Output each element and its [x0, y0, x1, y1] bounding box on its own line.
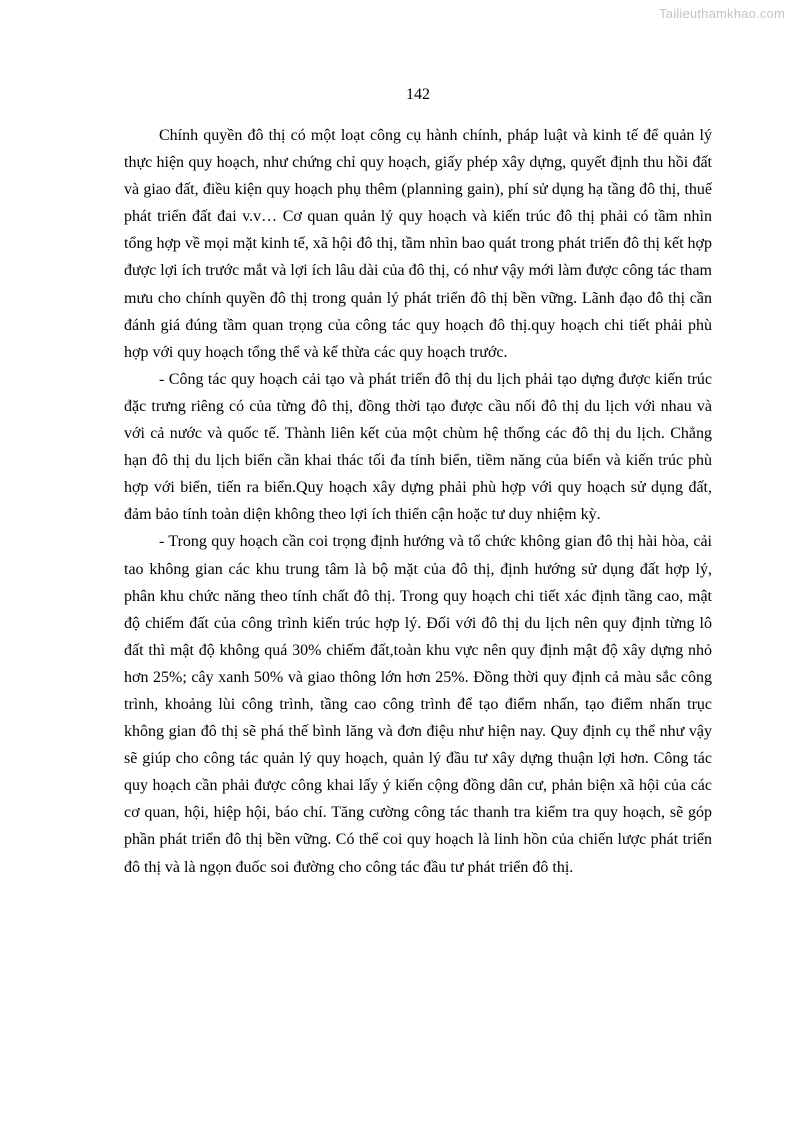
- watermark-text: Tailieuthamkhao.com: [659, 6, 785, 21]
- page-number: 142: [406, 86, 430, 103]
- paragraph-2: - Công tác quy hoạch cải tạo và phát triển đô thị du lịch phải tạo dựng được kiến trúc đặc trưng riêng có của từng đô thị, đồng thời tạo được cầu nối đô thị du lịch với nhau và với cả nước và quốc tế. Thành liên kết của một chùm hệ thống các đô thị du lịch. Chẳng hạn đô thị du lịch biển cần khai thác tối đa tính biển, tiềm năng của biển và kiến trúc phù hợp với biển, tiến ra biển.Quy hoạch xây dựng phải phù hợp với quy hoạch sử dụng đất, đảm bảo tính toàn diện không theo lợi ích thiển cận hoặc tư duy nhiệm kỳ.: [124, 370, 712, 524]
- paragraph-3: - Trong quy hoạch cần coi trọng định hướng và tổ chức không gian đô thị hài hòa, cải tao không gian các khu trung tâm là bộ mặt của đô thị, định hướng sử dụng đất hợp lý, phân khu chức năng theo tính chất đô thị. Trong quy hoạch chi tiết xác định tầng cao, mật độ chiếm đất của công trình kiến trúc hợp lý. Đối với đô thị du lịch nên quy định từng lô đất thì mật độ không quá 30% chiếm đất,toàn khu vực nên quy định mật độ xây dựng nhỏ hơn 25%; cây xanh 50% và giao thông lớn hơn 25%. Đồng thời quy định cả màu sắc công trình, khoảng lùi công trình, tầng cao công trình để tạo điểm nhấn, tạo điểm nhấn trục không gian đô thị sẽ phá thế bình lăng và đơn điệu như hiện nay. Quy định cụ thể như vậy sẽ giúp cho công tác quản lý quy hoạch, quản lý đầu tư xây dựng thuận lợi hơn. Công tác quy hoạch cần phải được công khai lấy ý kiến cộng đồng dân cư, phản biện xã hội của các cơ quan, hội, hiệp hội, báo chí. Tăng cường công tác thanh tra kiểm tra quy hoạch, sẽ góp phần phát triển đô thị bền vững. Có thể coi quy hoạch là linh hồn của chiến lược phát triển đô thị và là ngọn đuốc soi đường cho công tác đầu tư phát triển đô thị.: [124, 533, 712, 876]
- paragraph-1: Chính quyền đô thị có một loạt công cụ hành chính, pháp luật và kinh tế để quản lý thực hiện quy hoạch, như chứng chỉ quy hoạch, giấy phép xây dựng, quyết định thu hồi đất và giao đất, điều kiện quy hoạch phụ thêm (planning gain), phí sử dụng hạ tầng đô thị, thuế phát triển đất đai v.v… Cơ quan quản lý quy hoạch và kiến trúc đô thị phải có tầm nhìn tổng hợp về mọi mặt kinh tế, xã hội đô thị, tầm nhìn bao quát trong phát triển đô thị kết hợp được lợi ích trước mắt và lợi ích lâu dài của đô thị, có như vậy mới làm được công tác tham mưu cho chính quyền đô thị trong quản lý phát triển đô thị bền vững. Lãnh đạo đô thị cần đánh giá đúng tầm quan trọng của công tác quy hoạch đô thị.quy hoạch chi tiết phải phù hợp với quy hoạch tổng thể và kế thừa các quy hoạch trước.: [124, 127, 712, 361]
- document-body: [124, 122, 712, 881]
